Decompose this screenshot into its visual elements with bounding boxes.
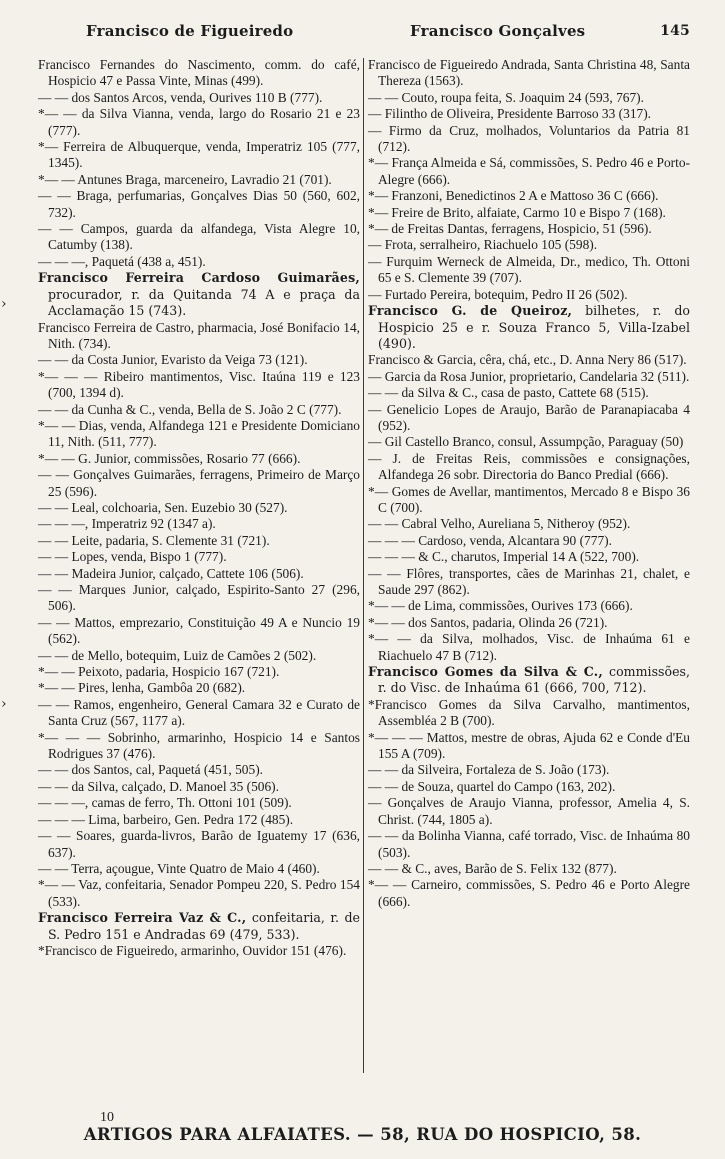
directory-entry — [368, 451, 690, 484]
entry-text: — — —, Paquetá (438 a, 451). — [38, 253, 206, 269]
directory-entry — [368, 828, 690, 861]
directory-entry — [38, 57, 360, 90]
entry-text: — — —, Imperatriz 92 (1347 a). — [38, 516, 216, 532]
entry-text: — Frota, serralheiro, Riachuelo 105 (598). — [368, 237, 598, 253]
directory-entry — [368, 664, 690, 697]
entry-firm-name: Francisco Ferreira Cardoso Guimarães, — [38, 270, 360, 286]
directory-entry — [38, 779, 360, 795]
entry-text: *— — da Silva, molhados, Visc. de Inhaúma 61 e Riachuelo 47 B (712). — [368, 631, 690, 663]
directory-entry — [368, 779, 690, 795]
entry-text: — Filintho de Oliveira, Presidente Barroso 33 (317). — [368, 106, 652, 122]
entry-text: — — de Souza, quartel do Campo (163, 202). — [368, 778, 616, 794]
entry-text: — — Gonçalves Guimarães, ferragens, Primeiro de Março 25 (596). — [38, 467, 360, 499]
entry-text: *— de Freitas Dantas, ferragens, Hospicio, 51 (596). — [368, 221, 652, 237]
directory-entry — [38, 352, 360, 368]
entry-firm-name: Francisco G. de Queiroz, — [368, 303, 573, 319]
entry-text: *— — Dias, venda, Alfandega 121 e Presidente Domiciano 11, Nith. (511, 777). — [38, 417, 360, 450]
entry-text: — — dos Santos Arcos, venda, Ourives 110 B (777). — [38, 89, 323, 105]
entry-text: — Firmo da Cruz, molhados, Voluntarios da Patria 81 (712). — [368, 122, 690, 155]
directory-entry — [368, 631, 690, 664]
directory-entry — [38, 172, 360, 188]
entry-text: *Francisco de Figueiredo, armarinho, Ouvidor 151 (476). — [38, 942, 347, 958]
entry-text: — — Madeira Junior, calçado, Cattete 106 (506). — [38, 565, 304, 581]
directory-entry — [38, 516, 360, 532]
directory-entry — [38, 762, 360, 778]
left-column — [38, 57, 360, 959]
entry-text: — — Leal, colchoaria, Sen. Euzebio 30 (527). — [38, 499, 288, 515]
entry-text: commissões, r. do Visc. de Inhaúma 61 (666, 700, 712). — [378, 664, 690, 696]
entry-text: — Furtado Pereira, botequim, Pedro II 26 (502). — [368, 286, 628, 302]
directory-entry — [368, 795, 690, 828]
entry-text: — — da Bolinha Vianna, café torrado, Visc. de Inhaúma 80 (503). — [368, 828, 690, 860]
directory-entry — [368, 254, 690, 287]
entry-text: *— — de Lima, commissões, Ourives 173 (666). — [368, 598, 633, 614]
entry-text: — — Ramos, engenheiro, General Camara 32 e Curato de Santa Cruz (567, 1177 a). — [38, 696, 360, 729]
entry-text: Francisco Fernandes do Nascimento, comm. do café, Hospicio 47 e Passa Vinte, Minas (499). — [38, 57, 360, 89]
entry-text: *— — Antunes Braga, marceneiro, Lavradio 21 (701). — [38, 171, 332, 187]
entry-text: — — — & C., charutos, Imperial 14 A (522, 700). — [368, 549, 640, 565]
entry-text: — — da Silva & C., casa de pasto, Cattete 68 (515). — [368, 385, 649, 401]
entry-text: — Gonçalves de Araujo Vianna, professor, Amelia 4, S. Christ. (744, 1805 a). — [368, 795, 690, 827]
entry-text: — — Flôres, transportes, cães de Marinhas 21, chalet, e Saude 297 (862). — [368, 565, 690, 597]
directory-entry — [368, 402, 690, 435]
directory-entry — [38, 582, 360, 615]
directory-entry — [38, 680, 360, 696]
entry-text: — Gil Castello Branco, consul, Assumpção, Paraguay (50) — [368, 434, 684, 450]
directory-entry — [368, 598, 690, 614]
directory-entry — [368, 484, 690, 517]
running-header-left: Francisco de Figueiredo — [86, 22, 294, 40]
directory-entry — [38, 369, 360, 402]
entry-text: — — Braga, perfumarias, Gonçalves Dias 50 (560, 602, 732). — [38, 188, 360, 220]
entry-text: — — Soares, guarda-livros, Barão de Iguatemy 17 (636, 637). — [38, 828, 360, 860]
directory-entry — [368, 369, 690, 385]
column-divider — [363, 58, 364, 1073]
entry-text: — — Couto, roupa feita, S. Joaquim 24 (593, 767). — [368, 89, 644, 105]
directory-entry — [368, 221, 690, 237]
page-number: 145 — [660, 23, 690, 39]
directory-entry — [38, 270, 360, 319]
entry-text: confeitaria, r. de S. Pedro 151 e Andradas 69 (479, 533). — [48, 910, 360, 942]
directory-entry — [368, 615, 690, 631]
entry-text: bilhetes, r. do Hospicio 25 e r. Souza Franco 5, Villa-Izabel (490). — [378, 303, 690, 351]
entry-text: Francisco & Garcia, cêra, chá, etc., D. Anna Nery 86 (517). — [368, 352, 687, 368]
entry-text: — — Campos, guarda da alfandega, Vista Alegre 10, Catumby (138). — [38, 221, 360, 253]
entry-text: — — — Cardoso, venda, Alcantara 90 (777). — [368, 532, 612, 548]
directory-entry — [38, 812, 360, 828]
entry-text: — — da Silveira, Fortaleza de S. João (173). — [368, 762, 610, 778]
directory-entry — [38, 910, 360, 943]
directory-entry — [368, 385, 690, 401]
entry-text: *— — da Silva Vianna, venda, largo do Rosario 21 e 23 (777). — [38, 106, 360, 138]
entry-text: *— — Pires, lenha, Gambôa 20 (682). — [38, 680, 246, 696]
directory-entry — [38, 615, 360, 648]
directory-entry — [368, 237, 690, 253]
directory-entry — [38, 664, 360, 680]
directory-entry — [38, 139, 360, 172]
directory-entry — [368, 533, 690, 549]
directory-entry — [368, 566, 690, 599]
entry-text: *— — — Ribeiro mantimentos, Visc. Itaúna 119 e 123 (700, 1394 d). — [38, 368, 360, 401]
directory-entry — [38, 795, 360, 811]
directory-entry — [38, 451, 360, 467]
entry-text: — — da Cunha & C., venda, Bella de S. João 2 C (777). — [38, 401, 342, 417]
directory-entry — [38, 648, 360, 664]
entry-text: *— — G. Junior, commissões, Rosario 77 (666). — [38, 450, 301, 466]
directory-entry — [368, 434, 690, 450]
directory-entry — [38, 188, 360, 221]
directory-entry — [368, 106, 690, 122]
entry-firm-name: Francisco Ferreira Vaz & C., — [38, 910, 247, 926]
footer-advertisement: ARTIGOS PARA ALFAIATES. — 58, RUA DO HOSPICIO, 58. — [83, 1125, 642, 1144]
entry-text: *Francisco Gomes da Silva Carvalho, mantimentos, Assembléa 2 B (700). — [368, 696, 690, 729]
directory-entry — [368, 697, 690, 730]
directory-entry — [38, 106, 360, 139]
entry-text: — — Leite, padaria, S. Clemente 31 (721). — [38, 532, 270, 548]
directory-entry — [368, 549, 690, 565]
directory-entry — [368, 877, 690, 910]
directory-entry — [368, 57, 690, 90]
directory-entry — [38, 254, 360, 270]
entry-text: — — dos Santos, cal, Paquetá (451, 505). — [38, 762, 264, 778]
directory-entry — [38, 877, 360, 910]
directory-entry — [38, 402, 360, 418]
directory-entry — [368, 730, 690, 763]
entry-text: *— Freire de Brito, alfaiate, Carmo 10 e Bispo 7 (168). — [368, 204, 666, 220]
running-header-right: Francisco Gonçalves — [410, 22, 586, 40]
entry-text: Francisco de Figueiredo Andrada, Santa Christina 48, Santa Thereza (1563). — [368, 57, 690, 89]
entry-text: — Furquim Werneck de Almeida, Dr., medico, Th. Ottoni 65 e S. Clemente 39 (707). — [368, 253, 690, 286]
directory-entry — [38, 221, 360, 254]
entry-text: — Genelicio Lopes de Araujo, Barão de Paranapiacaba 4 (952). — [368, 401, 690, 433]
directory-entry — [38, 533, 360, 549]
entry-text: — — de Mello, botequim, Luiz de Camões 2 (502). — [38, 647, 317, 663]
entry-text: — — Marques Junior, calçado, Espirito-Santo 27 (296, 506). — [38, 582, 360, 614]
entry-text: *— — Vaz, confeitaria, Senador Pompeu 220, S. Pedro 154 (533). — [38, 877, 360, 909]
directory-entry — [38, 943, 360, 959]
directory-entry — [38, 467, 360, 500]
entry-text: *— Ferreira de Albuquerque, venda, Imperatriz 105 (777, 1345). — [38, 139, 360, 171]
entry-text: — — da Costa Junior, Evaristo da Veiga 73 (121). — [38, 352, 308, 368]
entry-text: — Garcia da Rosa Junior, proprietario, Candelaria 32 (511). — [368, 368, 690, 384]
entry-text: *— — — Sobrinho, armarinho, Hospicio 14 e Santos Rodrigues 37 (476). — [38, 729, 360, 762]
directory-entry — [38, 566, 360, 582]
directory-entry — [38, 697, 360, 730]
entry-text: — — Terra, açougue, Vinte Quatro de Maio 4 (460). — [38, 860, 320, 876]
directory-entry — [38, 730, 360, 763]
entry-text: — — Lopes, venda, Bispo 1 (777). — [38, 549, 227, 565]
entry-text: Francisco Ferreira de Castro, pharmacia, José Bonifacio 14, Nith. (734). — [38, 319, 360, 351]
entry-text: procurador, r. da Quitanda 74 A e praça da Acclamação 15 (743). — [48, 286, 360, 319]
signature-number: 10 — [100, 1110, 114, 1125]
directory-entry — [368, 303, 690, 352]
entry-text: — — —, camas de ferro, Th. Ottoni 101 (509). — [38, 795, 292, 811]
margin-mark: › — [1, 696, 7, 712]
entry-text: *— França Almeida e Sá, commissões, S. Pedro 46 e Porto-Alegre (666). — [368, 155, 690, 187]
directory-entry — [368, 861, 690, 877]
entry-text: — — — Lima, barbeiro, Gen. Pedra 172 (485). — [38, 811, 294, 827]
entry-firm-name: Francisco Gomes da Silva & C., — [368, 664, 603, 680]
entry-text: — — Mattos, emprezario, Constituição 49 A e Nuncio 19 (562). — [38, 614, 360, 647]
entry-text: *— — — Mattos, mestre de obras, Ajuda 62 e Conde d'Eu 155 A (709). — [368, 729, 690, 762]
entry-text: *— — dos Santos, padaria, Olinda 26 (721). — [368, 614, 608, 630]
directory-entry — [38, 828, 360, 861]
directory-entry — [38, 500, 360, 516]
directory-entry — [368, 155, 690, 188]
directory-entry — [368, 352, 690, 368]
right-column — [368, 57, 690, 910]
directory-entry — [38, 90, 360, 106]
entry-text: — — da Silva, calçado, D. Manoel 35 (506). — [38, 778, 279, 794]
directory-entry — [38, 320, 360, 353]
entry-text: — — Cabral Velho, Aureliana 5, Nitheroy (952). — [368, 516, 631, 532]
directory-entry — [368, 90, 690, 106]
directory-entry — [368, 188, 690, 204]
directory-entry — [368, 123, 690, 156]
entry-text: *— — Peixoto, padaria, Hospicio 167 (721). — [38, 664, 280, 680]
directory-entry — [368, 762, 690, 778]
directory-entry — [38, 418, 360, 451]
entry-text: *— Franzoni, Benedictinos 2 A e Mattoso 36 C (666). — [368, 188, 659, 204]
directory-entry — [368, 287, 690, 303]
entry-text: *— Gomes de Avellar, mantimentos, Mercado 8 e Bispo 36 C (700). — [368, 483, 690, 515]
directory-entry — [38, 861, 360, 877]
entry-text: *— — Carneiro, commissões, S. Pedro 46 e Porto Alegre (666). — [368, 877, 690, 909]
entry-text: — — & C., aves, Barão de S. Felix 132 (877). — [368, 860, 617, 876]
entry-text: — J. de Freitas Reis, commissões e consignações, Alfandega 26 sobr. Directoria do Banco Predial (666). — [368, 450, 690, 483]
directory-entry — [368, 205, 690, 221]
directory-entry — [38, 549, 360, 565]
margin-mark: › — [1, 296, 7, 312]
directory-entry — [368, 516, 690, 532]
